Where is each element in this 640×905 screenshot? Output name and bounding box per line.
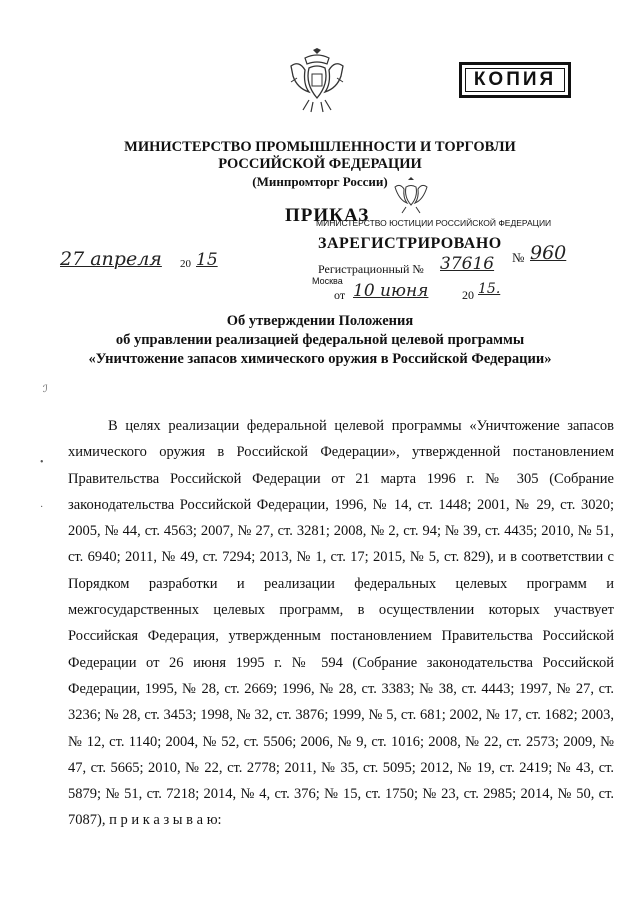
registration-title: ЗАРЕГИСТРИРОВАНО: [318, 235, 502, 252]
registration-number-handwritten: 37616: [440, 254, 495, 274]
registration-year-handwritten: 15.: [478, 281, 501, 297]
order-year-handwritten: 15: [196, 250, 218, 270]
ministry-short-name: (Минпромторг России): [252, 174, 388, 189]
order-body: [68, 413, 614, 833]
order-year-prefix: 20: [180, 258, 191, 270]
registration-city: Москва: [312, 276, 343, 286]
body-paragraph: В целях реализации федеральной целевой программы «Уничтожение запасов химического оружия в Российской Федерации», утвержденной постановлением Правительства Российской Федерации от 21 марта 1996 г. № 305 (Собрание законодательства Российской Федерации, 1996, № 14, ст. 1448; 2001, № 29, ст. 3020; 2005, № 44, ст. 4563; 2007, № 27, ст. 3281; 2008, № 2, ст. 94; № 39, ст. 4435; 2010, № 51, ст. 6940; 2011, № 49, ст. 7294; 2013, № 1, ст. 17; 2015, № 5, ст. 829), и в соответствии с Порядком разработки и реализации федеральных целевых программ и межгосударственных целевых программ, в осуществлении которых участвует Российская Федерация, утвержденным постановлением Правительства Российской Федерации от 26 июня 1995 г. № 594 (Собрание законодательства Российской Федерации, 1995, № 28, ст. 2669; 1996, № 28, ст. 3383; № 38, ст. 4443; 1997, № 27, ст. 3236; № 28, ст. 3453; 1998, № 32, ст. 3876; 1999, № 5, ст. 681; 2002, № 17, ст. 1682; 2003, № 12, ст. 1140; 2004, № 52, ст. 5506; 2006, № 9, ст. 1016; 2008, № 22, ст. 2573; 2009, № 47, ст. 5665; 2010, № 22, ст. 2778; 2011, № 35, ст. 5095; 2012, № 19, ст. 2419; № 43, ст. 5879; № 51, ст. 7218; 2014, № 4, ст. 376; № 15, ст. 1750; № 23, ст. 2985; 2014, № 50, ст. 7087), п р и к а з ы в а ю:: [68, 418, 614, 829]
order-date-handwritten: 27 апреля: [60, 248, 162, 270]
registration-date-handwritten: 10 июня: [353, 281, 429, 301]
margin-mark: •: [40, 457, 44, 468]
ministry-federation: РОССИЙСКОЙ ФЕДЕРАЦИИ: [218, 156, 422, 172]
registration-from-label: от: [334, 288, 346, 302]
order-subject-line-2: об управлении реализацией федеральной целевой программы: [115, 332, 525, 348]
registration-number-label: Регистрационный №: [318, 262, 424, 276]
ministry-name: МИНИСТЕРСТВО ПРОМЫШЛЕННОСТИ И ТОРГОВЛИ: [124, 139, 516, 155]
order-subject-line-3: «Уничтожение запасов химического оружия в Российской Федерации»: [88, 351, 552, 367]
margin-mark: ℐ: [43, 384, 48, 395]
registration-ministry: МИНИСТЕРСТВО ЮСТИЦИИ РОССИЙСКОЙ ФЕДЕРАЦИИ: [316, 218, 552, 228]
registration-year-prefix: 20: [462, 288, 474, 302]
margin-mark: ·: [40, 502, 44, 513]
doc-type-title: ПРИКАЗ: [285, 205, 370, 226]
order-number-handwritten: 960: [530, 242, 567, 264]
registration-emblem-icon: [393, 175, 429, 215]
order-subject-line-1: Об утверждении Положения: [226, 313, 414, 329]
copy-stamp: [459, 62, 571, 98]
coat-of-arms-icon: [287, 48, 347, 116]
copy-stamp-label: КОПИЯ: [465, 68, 565, 92]
order-number-sign: №: [512, 250, 525, 265]
